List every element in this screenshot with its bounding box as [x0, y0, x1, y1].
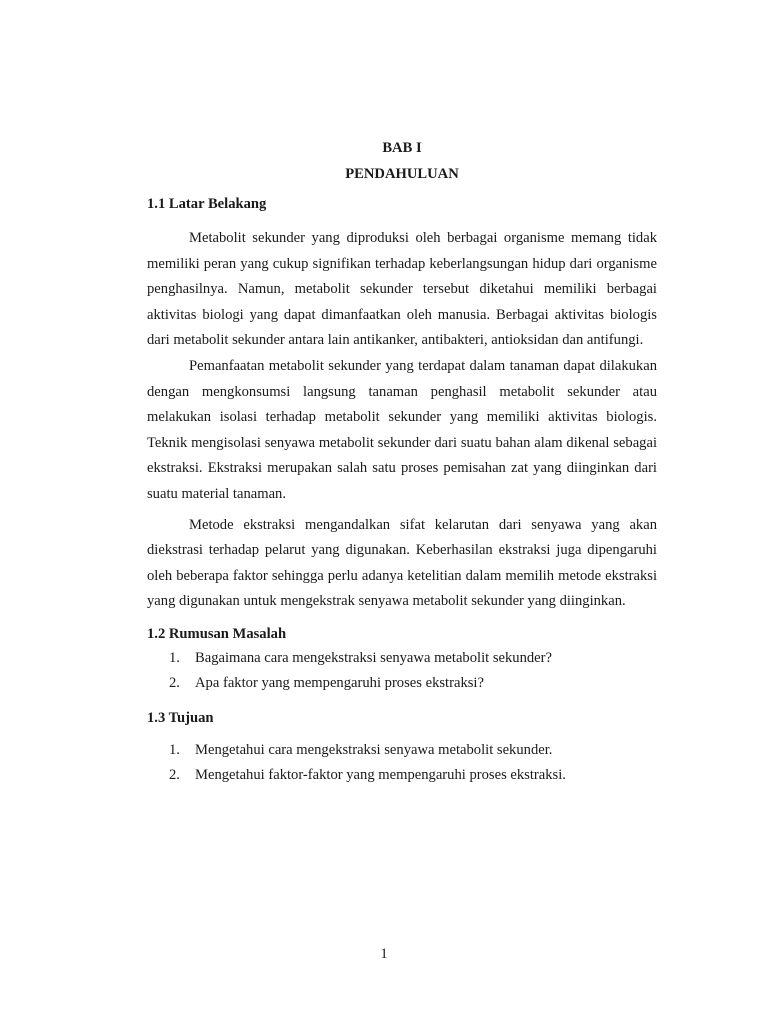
list-text: Bagaimana cara mengekstraksi senyawa metabolit sekunder?: [195, 649, 552, 666]
list-text: Apa faktor yang mempengaruhi proses ekstraksi?: [195, 674, 484, 691]
page-content: [147, 137, 657, 788]
list-item: [147, 738, 657, 763]
list-text: Mengetahui faktor-faktor yang mempengaruhi proses ekstraksi.: [195, 766, 566, 783]
section-heading-latar-belakang: 1.1 Latar Belakang: [147, 196, 267, 212]
chapter-title: PENDAHULUAN: [345, 166, 459, 182]
section-heading-rumusan-masalah: 1.2 Rumusan Masalah: [147, 625, 287, 642]
chapter-number: BAB I: [382, 140, 422, 156]
list-number: 2.: [169, 674, 180, 691]
paragraph-3: Metode ekstraksi mengandalkan sifat kelarutan dari senyawa yang akan diekstrasi terhadap pelarut yang digunakan. Keberhasilan ekstraksi juga dipengaruhi oleh beberapa faktor sehingga perlu adanya ketelitian dalam memilih metode ekstraksi yang digunakan untuk mengekstrak senyawa metabolit sekunder yang diinginkan.: [147, 516, 657, 610]
list-number: 2.: [169, 766, 180, 783]
paragraph-1: Metabolit sekunder yang diproduksi oleh berbagai organisme memang tidak memiliki peran yang cukup signifikan terhadap keberlangsungan hidup dari organisme penghasilnya. Namun, metabolit sekunder tersebut diketahui memiliki berbagai aktivitas biologi yang dapat dimanfaatkan oleh manusia. Berbagai aktivitas biologis dari metabolit sekunder antara lain antikanker, antibakteri, antioksidan dan antifungi.: [147, 230, 657, 349]
rumusan-masalah-list: [147, 646, 657, 696]
list-item: [147, 763, 657, 788]
section-heading-tujuan: 1.3 Tujuan: [147, 709, 214, 726]
list-text: Mengetahui cara mengekstraksi senyawa metabolit sekunder.: [195, 741, 553, 758]
list-number: 1.: [169, 649, 180, 666]
list-item: [147, 646, 657, 671]
tujuan-list: [147, 738, 657, 788]
page-number: 1: [380, 946, 388, 962]
paragraph-2: Pemanfaatan metabolit sekunder yang terdapat dalam tanaman dapat dilakukan dengan mengkonsumsi langsung tanaman penghasil metabolit sekunder atau melakukan isolasi terhadap metabolit sekunder yang memiliki aktivitas biologis. Teknik mengisolasi senyawa metabolit sekunder dari suatu bahan alam dikenal sebagai ekstraksi. Ekstraksi merupakan salah satu proses pemisahan zat yang diinginkan dari suatu material tanaman.: [147, 357, 657, 502]
list-number: 1.: [169, 741, 180, 758]
list-item: [147, 671, 657, 696]
